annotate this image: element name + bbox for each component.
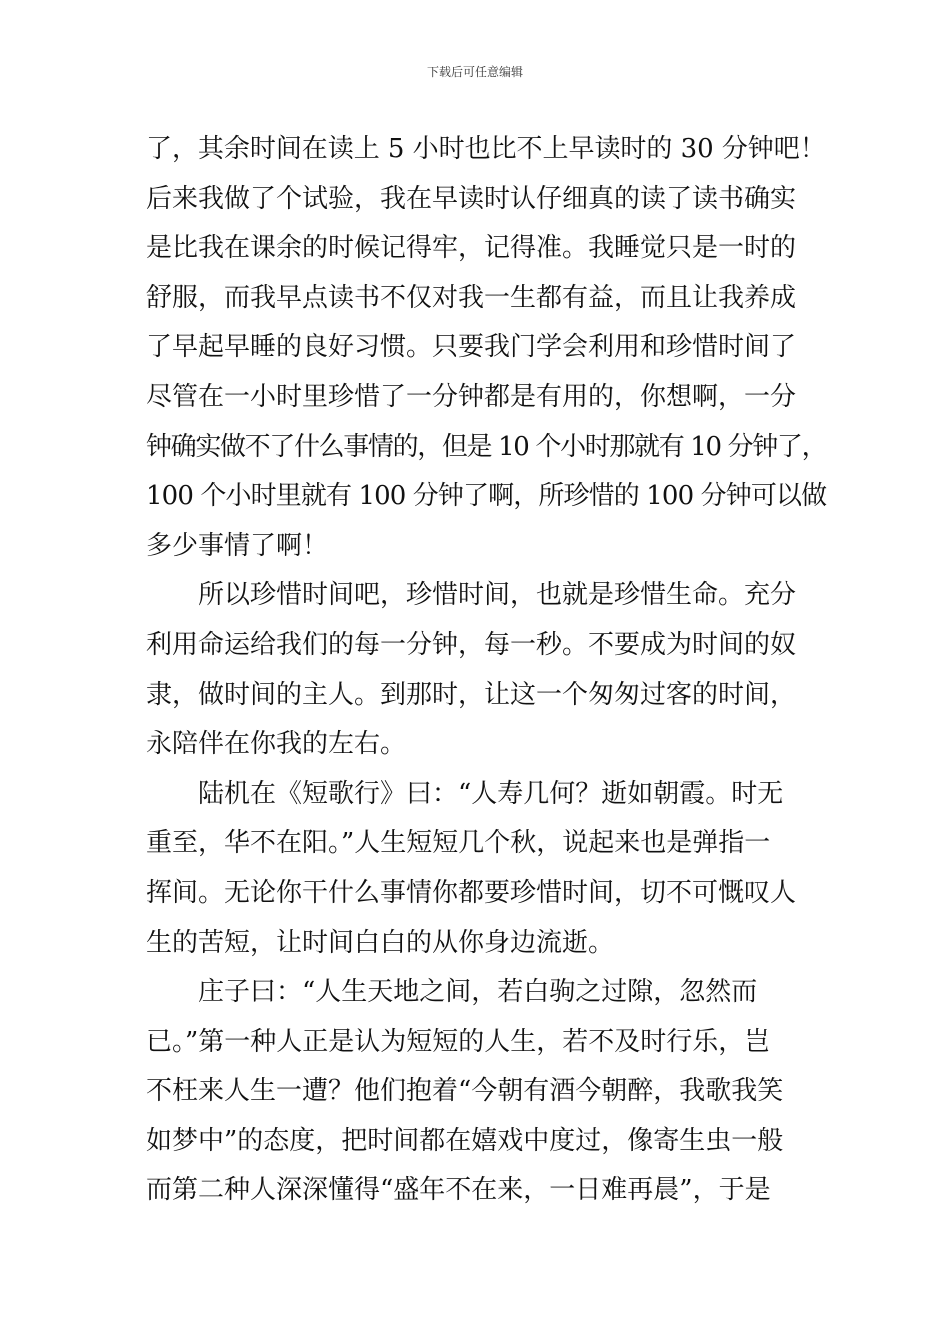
text-line: 挥间。无论你干什么事情你都要珍惜时间，切不可慨叹人	[146, 877, 797, 908]
text-line: 是比我在课余的时候记得牢，记得准。我睡觉只是一时的	[146, 233, 797, 264]
text-line: 如梦中”的态度，把时间都在嬉戏中度过，像寄生虫一般	[146, 1125, 784, 1156]
text-line: 而第二种人深深懂得“盛年不在来，一日难再晨”，于是	[146, 1175, 771, 1206]
text-line: 所以珍惜时间吧，珍惜时间，也就是珍惜生命。充分	[198, 580, 797, 611]
text-line: 重至，华不在阳。”人生短短几个秋，说起来也是弹指一	[146, 828, 771, 859]
text-line: 钟确实做不了什么事情的，但是 10 个小时那就有 10 分钟了，	[146, 431, 827, 462]
text-line: 了，其余时间在读上 5 小时也比不上早读时的 30 分钟吧！	[146, 134, 826, 164]
text-line: 利用命运给我们的每一分钟，每一秒。不要成为时间的奴	[146, 629, 797, 660]
text-line: 陆机在《短歌行》曰：“人寿几何？逝如朝霞。时无	[198, 778, 784, 809]
text-line: 庄子曰：“人生天地之间，若白驹之过隙，忽然而	[198, 977, 758, 1008]
text-line: 后来我做了个试验，我在早读时认仔细真的读了读书确实	[146, 183, 797, 214]
text-line: 舒服，而我早点读书不仅对我一生都有益，而且让我养成	[146, 282, 797, 313]
text-line: 了早起早睡的良好习惯。只要我门学会利用和珍惜时间了	[146, 332, 797, 363]
text-line: 不枉来人生一遭？他们抱着“今朝有酒今朝醉，我歌我笑	[146, 1076, 784, 1107]
text-line: 多少事情了啊！	[146, 530, 329, 561]
text-line: 隶，做时间的主人。到那时，让这一个匆匆过客的时间，	[146, 679, 797, 710]
text-line: 100 个小时里就有 100 分钟了啊，所珍惜的 100 分钟可以做	[146, 481, 827, 512]
text-line: 尽管在一小时里珍惜了一分钟都是有用的，你想啊，一分	[146, 381, 797, 412]
document-body	[146, 125, 826, 1216]
text-line: 永陪伴在你我的左右。	[146, 729, 407, 760]
text-line: 已。”第一种人正是认为短短的人生，若不及时行乐，岂	[146, 1026, 771, 1057]
text-line: 生的苦短，让时间白白的从你身边流逝。	[146, 927, 615, 958]
page-header: 下载后可任意编辑	[426, 65, 523, 79]
